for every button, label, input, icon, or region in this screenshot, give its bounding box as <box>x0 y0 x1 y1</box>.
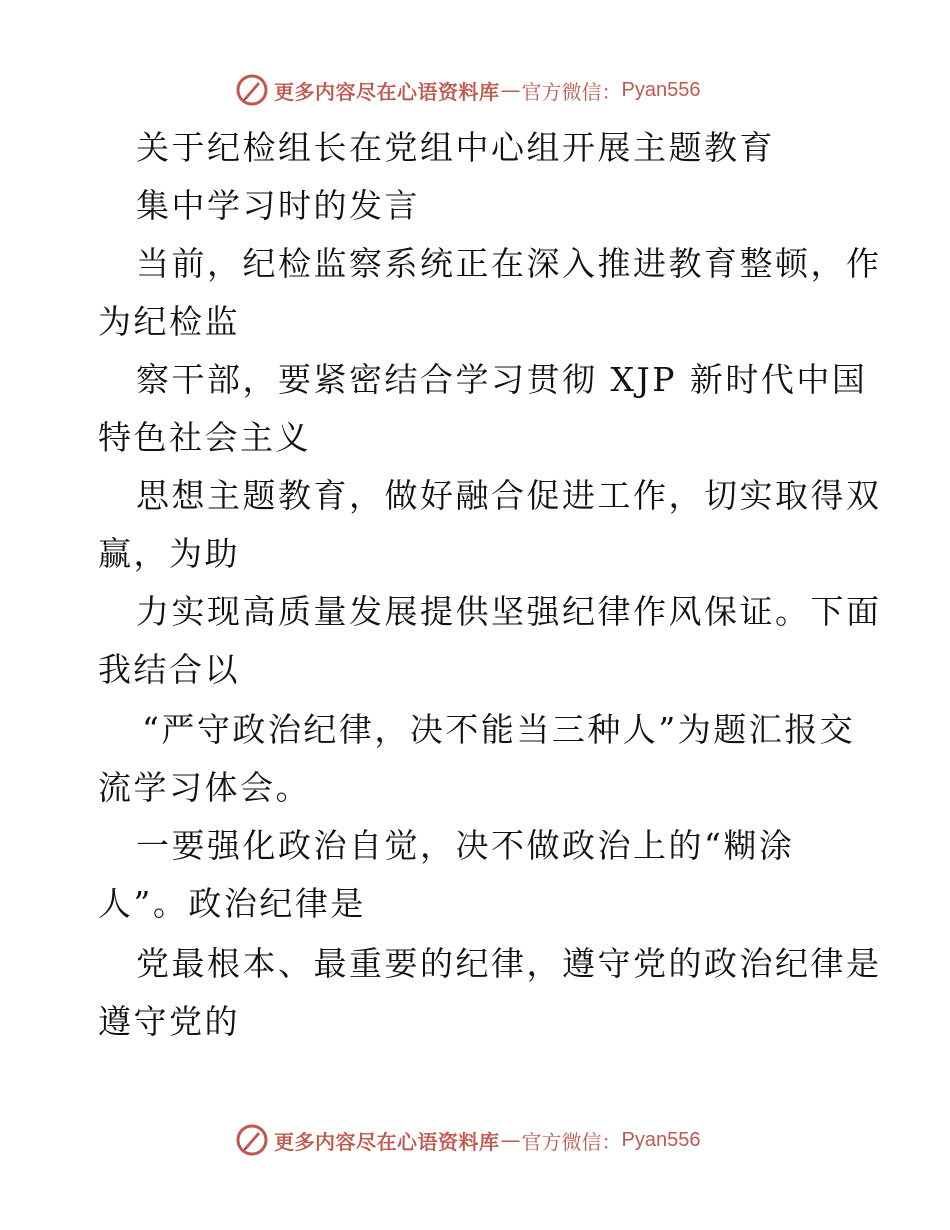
footer-wechat-id: Pyan556 <box>621 1128 701 1151</box>
title-line-2: 集中学习时的发言 <box>136 186 420 225</box>
paragraph-line: 思想主题教育，做好融合促进工作，切实取得双 <box>136 476 882 515</box>
paragraph-line: 人”。政治纪律是 <box>98 884 366 923</box>
paragraph-line: 特色社会主义 <box>98 418 311 457</box>
footer-contact-label: 官方微信： <box>521 1129 622 1154</box>
footer-brand-text: 更多内容尽在心语资料库 <box>274 1129 500 1154</box>
header-contact-label: 官方微信： <box>521 79 622 104</box>
paragraph-line: 一要强化政治自觉，决不做政治上的“糊涂 <box>136 826 795 865</box>
paragraph-line: 赢，为助 <box>98 534 240 573</box>
paragraph-line: 党最根本、最重要的纪律，遵守党的政治纪律是 <box>136 944 882 983</box>
header-brand-text: 更多内容尽在心语资料库 <box>274 79 500 104</box>
paragraph-line: 我结合以 <box>98 650 240 689</box>
paragraph-line: 察干部，要紧密结合学习贯彻 XJP 新时代中国 <box>136 360 868 399</box>
paragraph-line: 当前，纪检监察系统正在深入推进教育整顿，作 <box>136 244 882 283</box>
footer-banner <box>236 1123 700 1157</box>
paragraph-line: “严守政治纪律，决不能当三种人”为题汇报交 <box>142 710 856 749</box>
header-banner <box>236 73 700 107</box>
paragraph-line: 力实现高质量发展提供坚强纪律作风保证。下面 <box>136 592 882 631</box>
title-line-1: 关于纪检组长在党组中心组开展主题教育 <box>136 128 775 167</box>
footer-dash: — <box>500 1128 521 1152</box>
paragraph-line: 为纪检监 <box>98 302 240 341</box>
paragraph-line: 流学习体会。 <box>98 768 311 807</box>
paragraph-line: 遵守党的 <box>98 1002 240 1041</box>
header-wechat-id: Pyan556 <box>621 78 701 101</box>
quill-logo-icon <box>236 1124 268 1156</box>
header-dash: — <box>500 78 521 102</box>
quill-logo-icon <box>236 74 268 106</box>
